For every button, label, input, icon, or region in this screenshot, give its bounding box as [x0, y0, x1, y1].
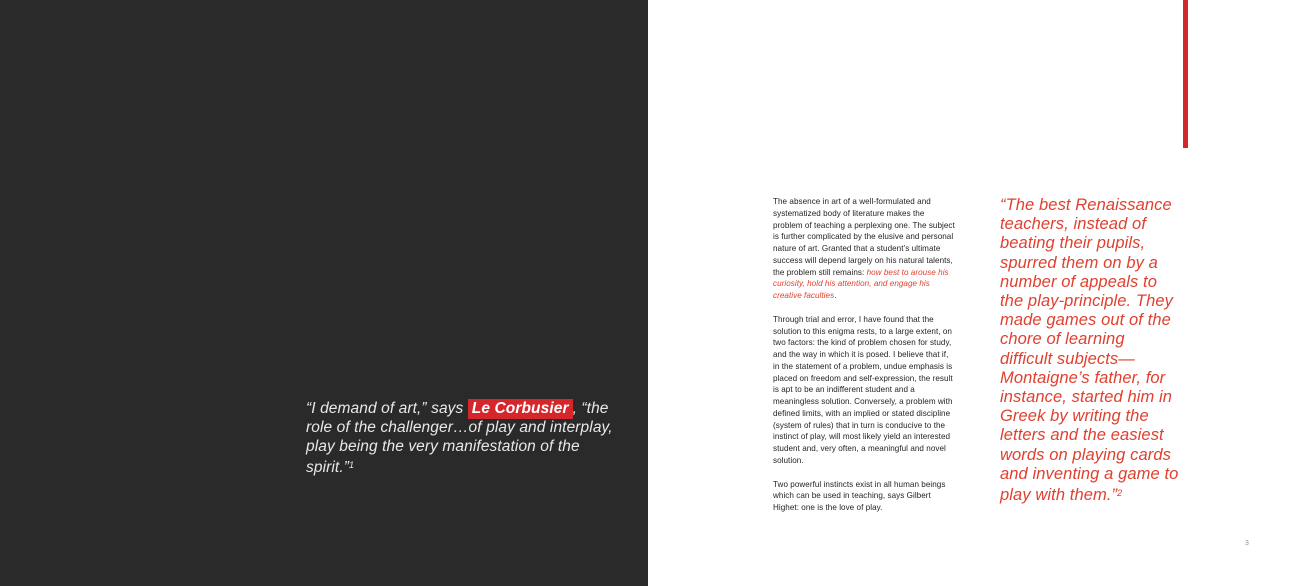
footnote-marker-2: 2 [1117, 488, 1123, 499]
footnote-marker-1: 1 [349, 460, 355, 470]
body-paragraph-1 [773, 196, 956, 302]
paragraph-1-red-emphasis: how best to arouse his curiosity, hold his attention, and engage his creative faculties [773, 267, 949, 300]
left-quote-text-before: “I demand of art,” says [306, 400, 468, 417]
page-number-folio: 3 [1245, 540, 1249, 547]
body-paragraph-3: Two powerful instincts exist in all human beings which can be used in teaching, says Gilbert Highet: one is the love of play. [773, 479, 946, 512]
body-paragraph-2: Through trial and error, I have found that the solution to this enigma rests, to a large extent, on two factors: the kind of problem chosen for study, and the way in which it is posed. I believe that if, in the statement of a problem, undue emphasis is placed on freedom and self-expression, the result is apt to be an indifferent student and a meaningless solution. Conversely, a problem with defined limits, with an implied or stated discipline (system of rules) that in turn is conducive to the instinct of play, will most likely yield an interested student and, very often, a meaningful and novel solution. [773, 314, 953, 465]
paragraph-1-lead: The absence in art of a well-formulated and systematized body of literature makes the problem of teaching a perplexing one. The subject is further complicated by the elusive and personal nature of art. Granted that a student’s ultimate success will depend largely on his natural talents, the problem still remains: [773, 197, 955, 277]
le-corbusier-highlight: Le Corbusier [468, 399, 573, 419]
body-text-column [773, 196, 956, 514]
left-quote-text-after: , “the role of the challenger…of play and interplay, play being the very manifestation of the spirit.” [306, 400, 613, 477]
pull-quote [1000, 196, 1180, 505]
paragraph-1-tail: . [834, 291, 837, 300]
right-page-white [648, 0, 1295, 586]
pull-quote-text: “The best Renaissance teachers, instead of beating their pupils, spurred them on by a number of appeals to the play-principle. They made games out of the chore of learning difficult subjects—Montaigne’s father, for instance, started him in Greek by writing the letters and the easiest words on playing cards and inventing a game to play with them.” [1000, 196, 1179, 505]
left-page-quote [306, 399, 626, 477]
red-accent-rule [1183, 0, 1188, 148]
